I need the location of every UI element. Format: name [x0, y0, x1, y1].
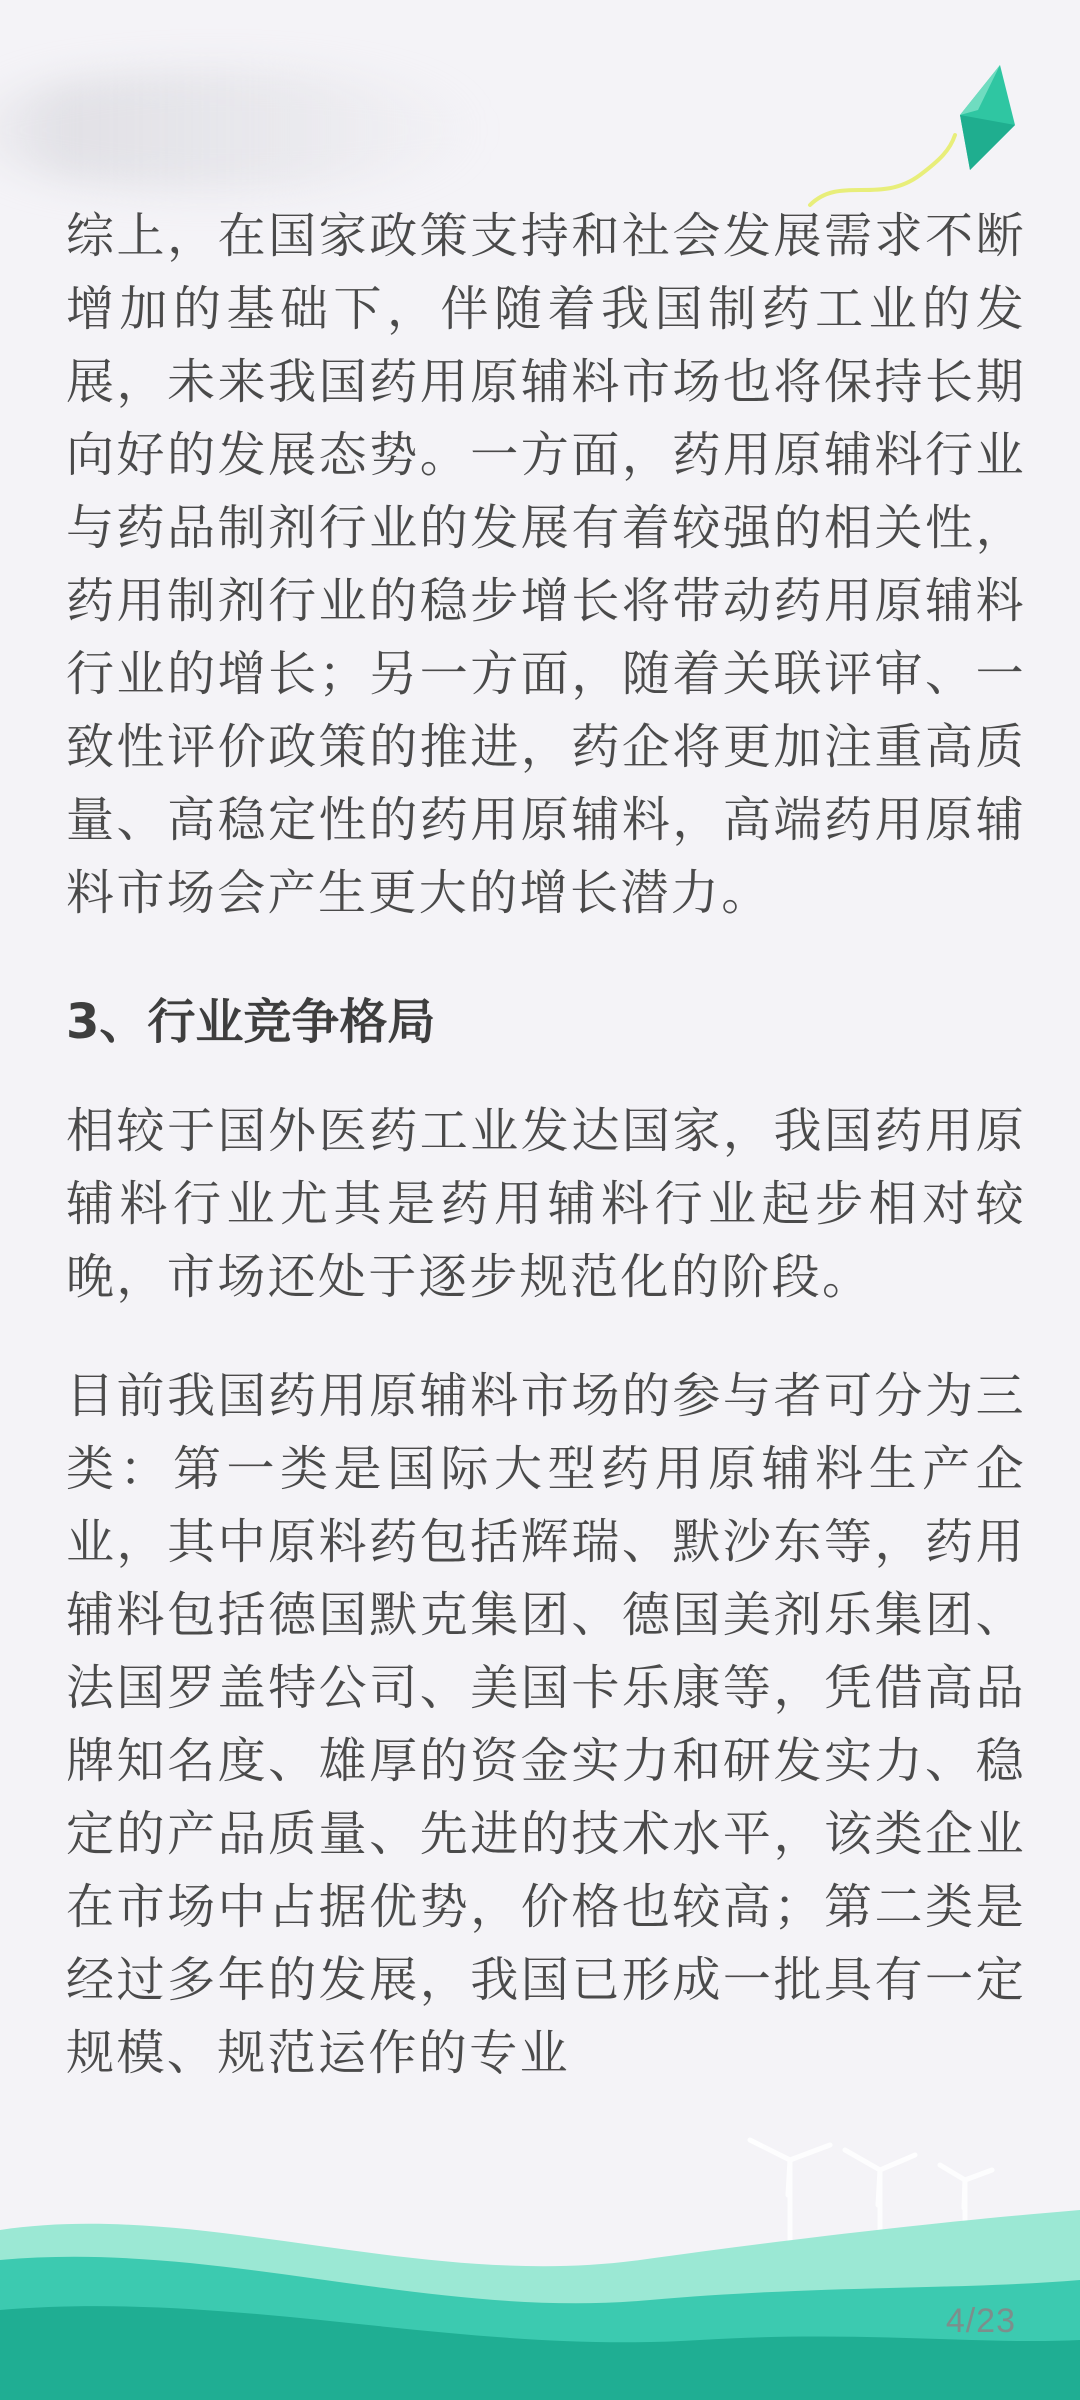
paragraph-market-participants: 目前我国药用原辅料市场的参与者可分为三类：第一类是国际大型药用原辅料生产企业，其中原料药包括辉瑞、默沙东等，药用辅料包括德国默克集团、德国美剂乐集团、法国罗盖特公司、美国卡乐康等，凭借高品牌知名度、雄厚的资金实力和研发实力、稳定的产品质量、先进的技术水平，该类企业在市场中占据优势，价格也较高；第二类是经过多年的发展，我国已形成一批具有一定规模、规范运作的专业	[66, 1368, 1026, 2081]
article-body	[66, 200, 1026, 2090]
paragraph-market-outlook: 综上，在国家政策支持和社会发展需求不断增加的基础下，伴随着我国制药工业的发展，未来我国药用原辅料市场也将保持长期向好的发展态势。一方面，药用原辅料行业与药品制剂行业的发展有着较强的相关性，药用制剂行业的稳步增长将带动药用原辅料行业的增长；另一方面，随着关联评审、一致性评价政策的推进，药企将更加注重高质量、高稳定性的药用原辅料，高端药用原辅料市场会产生更大的增长潜力。	[66, 208, 1026, 921]
section-heading: 3、行业竞争格局	[66, 994, 436, 1050]
paragraph-industry-background: 相较于国外医药工业发达国家，我国药用原辅料行业尤其是药用辅料行业起步相对较晚，市场还处于逐步规范化的阶段。	[66, 1103, 1026, 1305]
footer-wave-decoration	[0, 2140, 1080, 2400]
brush-stroke-decoration	[0, 70, 480, 190]
page-number: 4/23	[945, 2302, 1016, 2340]
